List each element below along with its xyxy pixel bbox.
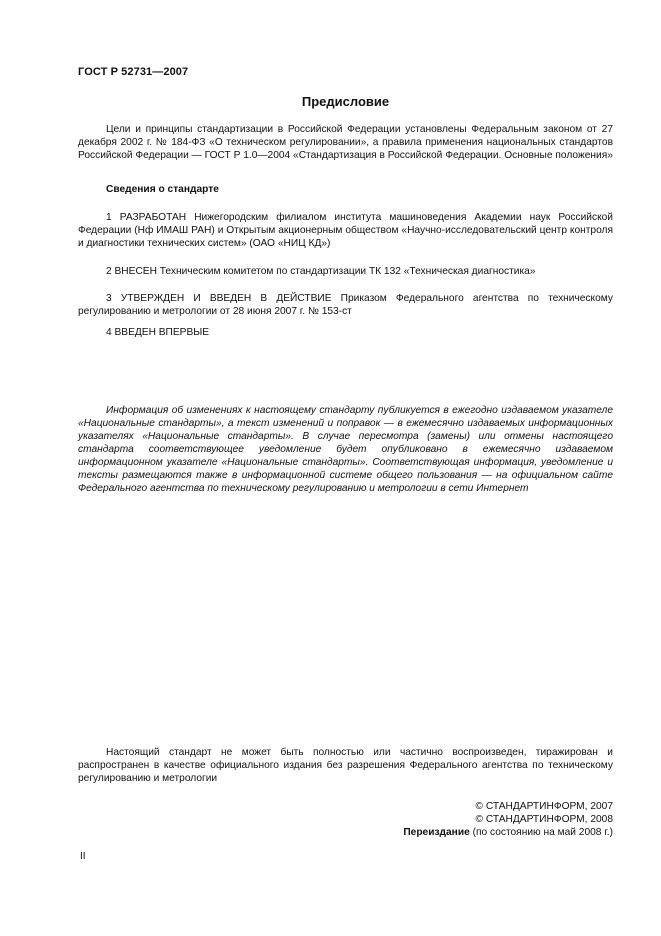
- item-approved-lead: 3 УТВЕРЖДЕН И ВВЕДЕН В ДЕЙСТВИЕ: [106, 293, 332, 304]
- copyright-line-2008: © СТАНДАРТИНФОРМ, 2008: [475, 814, 613, 825]
- item-submitted-text: Техническим комитетом по стандартизации ТК 132 «Техническая диагностика»: [156, 266, 536, 277]
- item-submitted-lead: 2 ВНЕСЕН: [106, 266, 157, 277]
- item-approved: [78, 292, 613, 318]
- item-submitted: [78, 265, 613, 278]
- item-introduced: [78, 326, 613, 339]
- copyright-block: [313, 800, 613, 839]
- reissue-label: Переиздание: [403, 827, 470, 838]
- reproduction-notice-paragraph: Настоящий стандарт не может быть полностью или частично воспроизведен, тиражирован и распространен в качестве официального издания без разрешения Федерального агентства по техническому регулированию и метрологии: [78, 747, 613, 784]
- info-notice-paragraph: Информация об изменениях к настоящему стандарту публикуется в ежегодно издаваемом указателе «Национальные стандарты», а текст изменений и поправок — в ежемесячно издаваемых информационных указателях «Национальные стандарты». В случае пересмотра (замены) или отмены настоящего стандарта соответствующее уведомление будет опубликовано в ежемесячно издаваемом информационном указателе «Национальные стандарты». Соответствующая информация, уведомление и тексты размещаются также в информационной системе общего пользования — на официальном сайте Федерального агентства по техническому регулированию и метрологии в сети Интернет: [78, 405, 613, 494]
- document-id-header: ГОСТ Р 52731—2007: [78, 66, 189, 78]
- page-title: Предисловие: [301, 94, 390, 109]
- page-number: II: [80, 851, 86, 862]
- item-approved-text: Приказом Федерального агентства по техническому регулированию и метрологии от 28 июня 2007 г. № 153-ст: [78, 293, 614, 317]
- intro-paragraph: Цели и принципы стандартизации в Российской Федерации установлены Федеральным законом от 27 декабря 2002 г. № 184-ФЗ «О техническом регулировании», а правила применения национальных стандартов Российской Федерации — ГОСТ Р 1.0—2004 «Стандартизация в Российской Федерации. Основные положения»: [78, 124, 613, 161]
- reissue-note: (по состоянию на май 2008 г.): [469, 827, 613, 838]
- item-developed-lead: 1 РАЗРАБОТАН: [106, 212, 187, 223]
- reissue-line: [313, 826, 613, 839]
- item-developed-text: Нижегородским филиалом института машиноведения Академии наук Российской Федерации (Нф ИМАШ РАН) и Открытым акционерным обществом «Научно-исследовательский центр контроля и диагностики технических систем» (ОАО «НИЦ КД»): [78, 212, 613, 249]
- item-introduced-lead: 4 ВВЕДЕН ВПЕРВЫЕ: [106, 327, 210, 338]
- item-developed: [78, 211, 613, 250]
- copyright-line-2007: © СТАНДАРТИНФОРМ, 2007: [475, 801, 613, 812]
- section-heading: Сведения о стандарте: [106, 184, 219, 195]
